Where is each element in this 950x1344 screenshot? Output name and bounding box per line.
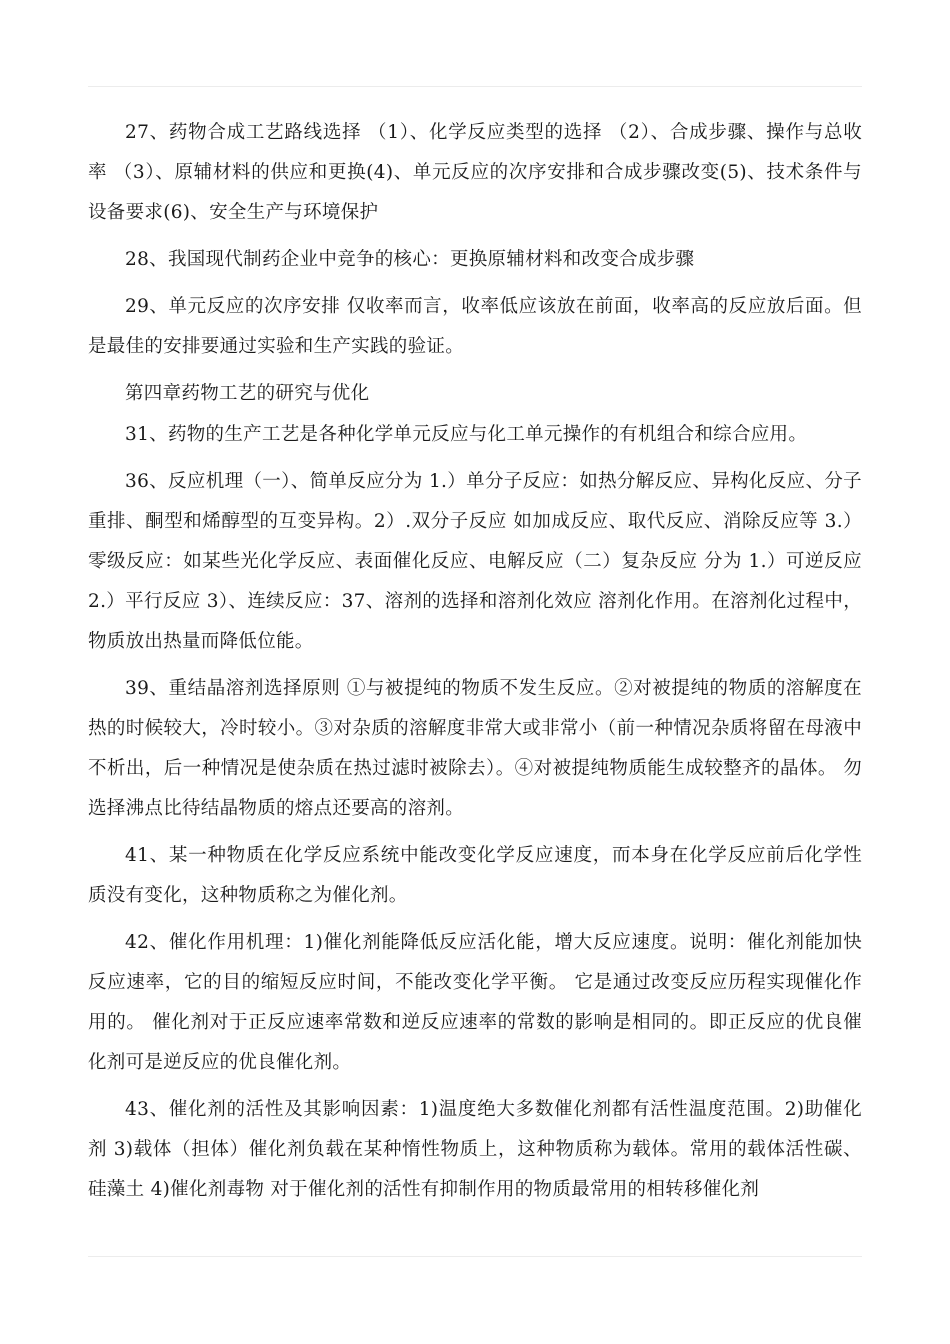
paragraph-41: 41、某一种物质在化学反应系统中能改变化学反应速度，而本身在化学反应前后化学性质没有变化，这种物质称之为催化剂。 <box>88 845 862 906</box>
paragraph-28: 28、我国现代制药企业中竞争的核心：更换原辅材料和改变合成步骤 <box>125 249 695 270</box>
header-rule <box>88 86 862 87</box>
footer-rule <box>88 1256 862 1257</box>
paragraph-36: 36、反应机理（一）、简单反应分为 1.）单分子反应：如热分解反应、异构化反应、分子重排、酮型和烯醇型的互变异构。2）.双分子反应 如加成反应、取代反应、消除反应等 3.）零级反应：如某些光化学反应、表面催化反应、电解反应（二）复杂反应 分为 1.）可逆反应 2.）平行反应 3）、连续反应：37、溶剂的选择和溶剂化效应 溶剂化作用。在溶剂化过程中，物质放出热量而降低位能。 <box>88 471 862 652</box>
chapter-heading: 第四章药物工艺的研究与优化 <box>125 383 370 404</box>
paragraph-39: 39、重结晶溶剂选择原则 ①与被提纯的物质不发生反应。②对被提纯的物质的溶解度在热的时候较大，冷时较小。③对杂质的溶解度非常大或非常小（前一种情况杂质将留在母液中不析出，后一种情况是使杂质在热过滤时被除去）。④对被提纯物质能生成较整齐的晶体。 勿选择沸点比待结晶物质的熔点还要高的溶剂。 <box>88 678 862 819</box>
paragraph-29: 29、单元反应的次序安排 仅收率而言，收率低应该放在前面，收率高的反应放后面。但是最佳的安排要通过实验和生产实践的验证。 <box>88 296 862 357</box>
paragraph-27: 27、药物合成工艺路线选择 （1）、化学反应类型的选择 （2）、合成步骤、操作与总收率 （3）、原辅材料的供应和更换(4)、单元反应的次序安排和合成步骤改变(5)、技术条件与设备要求(6)、安全生产与环境保护 <box>88 122 862 223</box>
paragraph-42: 42、催化作用机理：1)催化剂能降低反应活化能，增大反应速度。说明：催化剂能加快反应速率，它的目的缩短反应时间，不能改变化学平衡。 它是通过改变反应历程实现催化作用的。 催化剂对于正反应速率常数和逆反应速率的常数的影响是相同的。即正反应的优良催化剂可是逆反应的优良催化剂。 <box>88 932 862 1073</box>
document-body <box>88 113 862 1217</box>
paragraph-31: 31、药物的生产工艺是各种化学单元反应与化工单元操作的有机组合和综合应用。 <box>125 424 808 445</box>
paragraph-43: 43、催化剂的活性及其影响因素：1)温度绝大多数催化剂都有活性温度范围。2)助催化剂 3)载体（担体）催化剂负载在某种惰性物质上，这种物质称为载体。常用的载体活性碳、硅藻土 4)催化剂毒物 对于催化剂的活性有抑制作用的物质最常用的相转移催化剂 <box>88 1099 862 1200</box>
